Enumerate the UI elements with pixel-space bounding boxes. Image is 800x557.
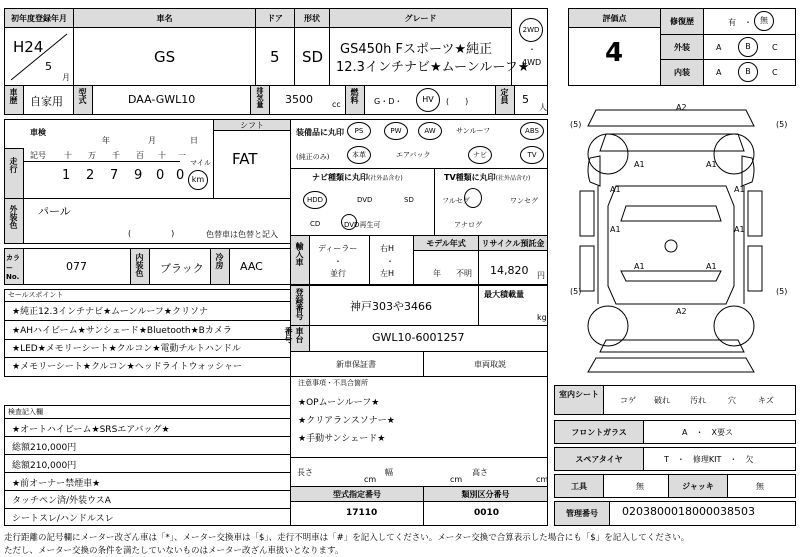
spare-label: スペアタイヤ (554, 447, 644, 471)
warranty-new: 新車保証書 (336, 360, 376, 369)
recycle-unit: 円 (537, 271, 545, 280)
notes-label: 注意事項・不具合箇所 (298, 379, 368, 387)
dims-width-unit: cm (450, 475, 463, 484)
grade-line2: 12.3インチナビ★ムーンルーフ★ (336, 60, 530, 75)
grade-line1: GS450h Fスポーツ★純正 (340, 42, 493, 57)
class-label: 類別区分番号 (423, 486, 548, 502)
spare-value: T ・ 修理KIT ・ 欠 (664, 455, 754, 464)
navi-label (312, 172, 403, 183)
tv-oneseg: ワンセグ (510, 197, 538, 205)
navi-sub: (社外品含む) (368, 175, 403, 182)
tire-fr-value: 5 (779, 120, 785, 129)
notes-line-1: ★OPムーンルーフ★ (298, 398, 380, 408)
navi-dvd-play-circle (341, 214, 357, 230)
unit-ju: 十 (64, 151, 72, 160)
inspector-line-2: 総額210,000円 (12, 443, 77, 453)
maxload-unit: kg (537, 313, 547, 322)
unit-hyaku: 百 (136, 151, 144, 160)
interior-label: 内装 (660, 59, 704, 86)
reg-value: 神戸303や3466 (350, 300, 432, 313)
mgmt-value: 0203800018000038503 (622, 505, 755, 518)
shift-value: FAT (232, 150, 258, 168)
mark-a1-3: A1 (734, 185, 745, 194)
navi-dvd: DVD (357, 196, 373, 204)
tv-fullseg-circle (464, 188, 482, 208)
eq-sunroof: サンルーフ (456, 127, 491, 135)
type-value: DAA-GWL10 (128, 93, 196, 106)
import-label: 輸入車 (290, 235, 310, 285)
sales-line-3: ★LED★メモリーシート★クルコン★電動チルトハンドル (12, 344, 241, 354)
digit-3: 7 (110, 168, 119, 183)
displacement-unit: cc (332, 100, 341, 109)
usage-value: 自家用 (30, 95, 63, 108)
eq-navi: ナビ (468, 146, 492, 164)
color-label: 外装色 (4, 198, 24, 244)
grade-cell (329, 27, 530, 86)
dims-height: 高さ (472, 468, 488, 477)
mark-a1-8: A1 (706, 262, 717, 271)
dims-length-unit: cm (364, 475, 377, 484)
jack-value: 無 (756, 482, 764, 491)
typeno-value: 17110 (346, 508, 378, 518)
digit-4: 9 (134, 168, 143, 183)
ac-value: AAC (240, 260, 263, 273)
navi-hdd: HDD (303, 191, 327, 209)
hand-left: 左H (380, 269, 395, 278)
import-parallel: 並行 (330, 269, 346, 278)
name-cell (73, 27, 256, 86)
digit-6: 0 (176, 168, 185, 183)
eq-ps: PS (347, 122, 371, 140)
tire-fr: (5) (776, 120, 788, 129)
eq-pw: PW (384, 122, 408, 140)
mark-a1-1: A1 (610, 185, 621, 194)
drive-2wd-circle: 2WD (519, 18, 543, 42)
tv-fullseg: フルセグ (442, 197, 470, 205)
inspection-day: 日 (190, 136, 198, 145)
eq-airbag: エアバック (396, 151, 431, 159)
class-value: 0010 (474, 508, 500, 518)
displacement-value: 3500 (285, 93, 313, 106)
ac-label: 冷房 (210, 248, 230, 285)
dims-width: 幅 (385, 468, 393, 477)
int-c: C (772, 68, 778, 77)
color-note: 色替車は色替と記入 (206, 230, 278, 239)
score-value: 4 (605, 38, 624, 68)
repair-sep: ・ (744, 18, 752, 27)
mileage-label: 走行 (4, 148, 24, 199)
inspector-line-5: タッチペン済/外装ウスA (12, 496, 111, 506)
interior-cell (703, 59, 796, 86)
inspector-line-1: ★オートハイビーム★SRSエアバッグ★ (12, 425, 170, 435)
ext-c: C (772, 43, 778, 52)
chassis-label: 車台番号 (290, 325, 310, 352)
int-b-circle: B (738, 62, 758, 82)
drive-dot: ・ (528, 45, 536, 54)
unit-ju2: 十 (158, 151, 166, 160)
door-value: 5 (270, 48, 280, 66)
type-label: 型式 (73, 85, 93, 115)
unit-ichi: 一 (178, 151, 186, 160)
tire-fl: (5) (570, 120, 582, 129)
unit-sen: 千 (112, 151, 120, 160)
notes-line-2: ★クリアランスソナー★ (298, 416, 395, 426)
sheet-stain: 汚れ (690, 396, 706, 405)
tv-label (444, 172, 530, 183)
year-label: 初年度登録年月 (4, 8, 74, 28)
fuel-hv-circle: HV (416, 88, 440, 112)
tv-sub: (社外品含む) (495, 175, 531, 182)
digit-1: 1 (62, 168, 71, 183)
inspection-month: 月 (148, 136, 156, 145)
inspector-line-6: シートスレ/ハンドルスレ (12, 514, 114, 524)
inspection-year: 年 (102, 136, 110, 145)
eq-leather: 本革 (347, 146, 371, 164)
mile-label: マイル (190, 159, 211, 167)
navi-cd: CD (310, 220, 321, 228)
shape-value: SD (302, 48, 324, 66)
footer-line-2: ただし、メーター交換の条件を満たしていないものはメーター改ざん車扱いとなります。 (4, 546, 344, 556)
sheet-hole: 穴 (728, 396, 736, 405)
interior-sheet-label: 室内シート (554, 385, 604, 415)
fuel-paren: ( ) (446, 97, 469, 106)
tv-analog: アナログ (454, 221, 482, 229)
month-unit: 月 (62, 73, 70, 82)
km-circle: km (188, 170, 208, 190)
hand-dot: ・ (386, 257, 394, 266)
inspector-line-3: 総額210,000円 (12, 461, 77, 471)
fuel-options: G・D・ (374, 97, 403, 106)
shift-label: シフト (213, 119, 291, 131)
mark-a1-2: A1 (610, 225, 621, 234)
model-year-value: 不明 (456, 269, 472, 278)
equipment-label: 装備品に丸印 (296, 128, 344, 137)
capacity-value: 5 (522, 93, 529, 106)
color-value: パール (38, 205, 71, 218)
mark-a1-6: A1 (706, 160, 717, 169)
shape-cell (294, 27, 330, 86)
chassis-value: GWL10-6001257 (372, 331, 465, 344)
tire-fl-value: 5 (573, 120, 579, 129)
grade-label: グレード (329, 8, 512, 28)
dims-height-unit: cm (536, 475, 549, 484)
tv-label-text: TV種類に丸印 (444, 173, 496, 182)
repair-yes: 有 (728, 18, 736, 27)
recycle-value: 14,820 (490, 264, 529, 277)
hand-right: 右H (380, 244, 395, 253)
model-year-unit: 年 (433, 269, 441, 278)
sales-line-2: ★AHハイビーム★サンシェード★Bluetooth★Bカメラ (12, 326, 232, 336)
mark-a1-7: A1 (634, 262, 645, 271)
shape-label: 形状 (294, 8, 330, 28)
dims-box (290, 457, 548, 487)
door-label: ドア (255, 8, 295, 28)
equipment-sub: (純正のみ) (296, 153, 330, 161)
mileage-kiroku: 記号 (30, 151, 46, 160)
glass-value: A ・ X要ス (682, 428, 733, 437)
mark-a1-5: A1 (634, 160, 645, 169)
sheet-tear: 破れ (654, 396, 670, 405)
footer-line-1: 走行距離の記号欄にメーター改ざん車は「*」、メーター交換車は「$」、走行不明車は「#」を記入してください。メーター交換で合算表示した場合にも「$」を記入してください。 (4, 533, 690, 543)
eq-aw: AW (418, 122, 442, 140)
notes-line-3: ★手動サンシェード★ (298, 434, 386, 444)
capacity-unit: 人 (539, 103, 547, 112)
tools-label: 工具 (554, 474, 604, 498)
mileage-units (24, 149, 186, 162)
digit-2: 2 (86, 168, 95, 183)
tire-rr-value: 5 (779, 287, 785, 296)
tire-rr: (5) (776, 287, 788, 296)
ext-a: A (716, 43, 722, 52)
capacity-label: 定員 (495, 85, 515, 115)
repair-cell (703, 8, 796, 35)
tire-rl: (5) (570, 287, 582, 296)
navi-sd: SD (404, 196, 414, 204)
inspector-label: 検査記入欄 (8, 408, 43, 416)
fuel-label: 燃料 (345, 85, 365, 115)
reg-label: 登録番号 (290, 285, 310, 326)
intcolor-value: ブラック (160, 262, 204, 275)
usage-label: 車歴 (4, 85, 24, 115)
mark-a2-top: A2 (676, 103, 687, 112)
drive-4wd: 4WD (522, 58, 542, 67)
color-paren: ( ) (128, 229, 175, 238)
repair-label: 修復歴 (660, 8, 704, 35)
recycle-label: リサイクル預託金 (478, 235, 548, 251)
model-year-label: モデル年式 (413, 235, 479, 251)
import-dot: ・ (334, 257, 342, 266)
door-cell (255, 27, 295, 86)
name-label: 車名 (73, 8, 256, 28)
navi-label-text: ナビ種類に丸印 (312, 173, 368, 182)
jack-label: ジャッキ (668, 474, 728, 498)
eq-tv: TV (520, 146, 544, 164)
sales-line-4: ★メモリーシート★クルコン★ヘッドライトウォッシャー (12, 362, 242, 372)
mark-a1-4: A1 (734, 225, 745, 234)
dims-length: 長さ (297, 468, 313, 477)
warranty-manual: 車両取説 (474, 360, 506, 369)
glass-label: フロントガラス (554, 420, 644, 444)
sales-label: セールスポイント (8, 291, 64, 299)
car-damage-diagram (566, 96, 798, 380)
digit-5: 0 (156, 168, 165, 183)
exterior-label: 外装 (660, 34, 704, 60)
year-value: H24 (13, 38, 44, 56)
unit-man: 万 (88, 151, 96, 160)
colorno-label: カラーNo. (4, 248, 24, 285)
ext-b-circle: B (738, 37, 758, 57)
intcolor-label: 内装色 (130, 248, 150, 285)
score-label: 評価点 (568, 8, 661, 28)
import-dealer: ディーラー (318, 244, 358, 253)
tools-value: 無 (636, 482, 644, 491)
sheet-burn: コゲ (620, 396, 636, 405)
month-value: 5 (45, 60, 52, 73)
displacement-label: 排気量 (250, 85, 270, 115)
exterior-cell (703, 34, 796, 60)
sheet-scratch: キズ (758, 396, 774, 405)
inspection-label: 車検 (30, 128, 46, 137)
car-name: GS (154, 48, 176, 66)
year-cell (4, 27, 74, 86)
colorno-value: 077 (66, 260, 87, 273)
inspector-line-4: ★前オーナー禁煙車★ (12, 479, 101, 489)
repair-none-circle: 無 (754, 11, 774, 31)
mgmt-label: 管理番号 (554, 501, 610, 526)
maxload-label: 最大積載量 (484, 290, 524, 299)
tire-rl-value: 5 (573, 287, 579, 296)
mark-a1-bottom: A2 (676, 307, 687, 316)
typeno-label: 型式指定番号 (290, 486, 424, 502)
int-a: A (716, 68, 722, 77)
eq-abs: ABS (520, 122, 544, 140)
navi-dvd-play: DVD再生可 (344, 221, 381, 229)
sales-line-1: ★純正12.3インチナビ★ムーンルーフ★クリソナ (12, 307, 208, 317)
